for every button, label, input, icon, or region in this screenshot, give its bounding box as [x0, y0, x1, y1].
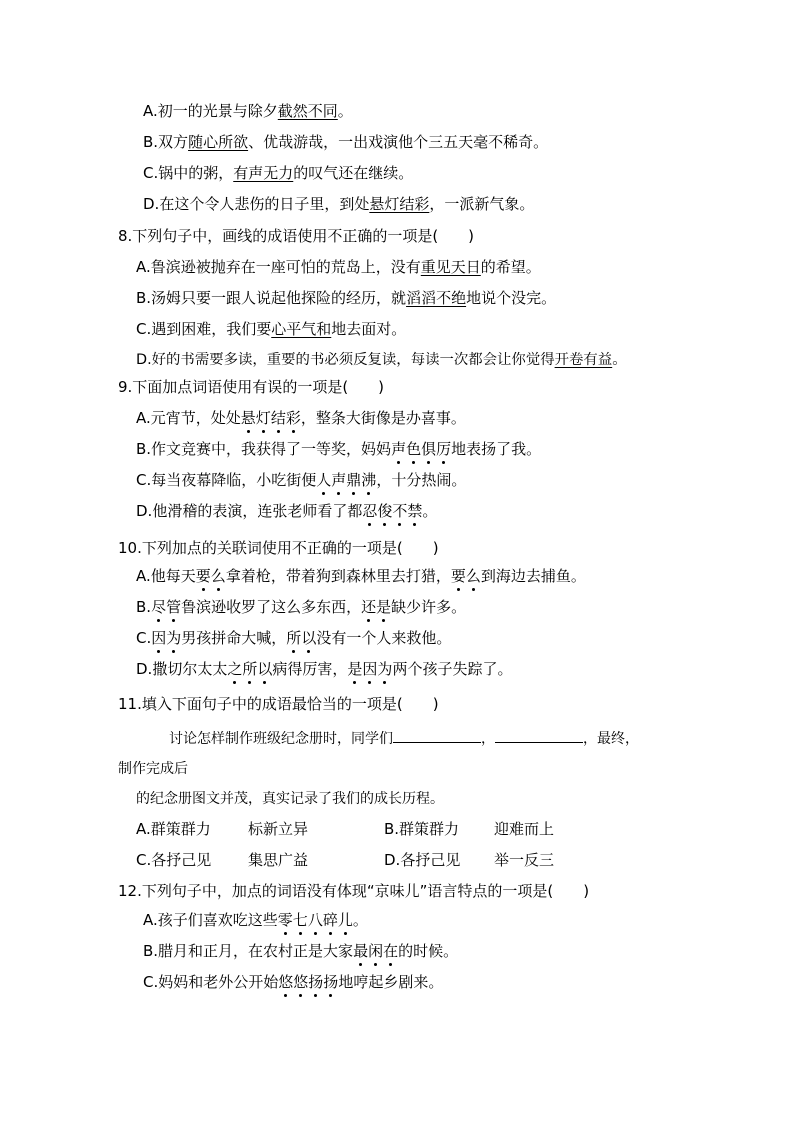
- text: B.: [136, 598, 152, 616]
- text: ，整条大街像是办喜事。: [300, 409, 466, 427]
- dotted-char: 忍: [362, 502, 378, 520]
- text: A.元宵节，处处: [136, 409, 241, 427]
- dotted-char: 俱: [421, 440, 437, 458]
- dotted-word: [151, 629, 181, 647]
- dotted-word: [196, 567, 226, 585]
- text: C.遇到困难，我们要: [136, 320, 272, 338]
- dotted-word: [151, 598, 181, 616]
- text: 讨论怎样制作班级纪念册时，同学们: [169, 731, 393, 747]
- dotted-char: 扬: [308, 973, 324, 991]
- q8-option-b: [136, 288, 556, 308]
- q9-option-c: [136, 470, 466, 490]
- text: A.鲁滨逊被抛弃在一座可怕的荒岛上，没有: [136, 258, 421, 276]
- text: D.在这个令人悲伤的日子里，到处: [143, 195, 370, 213]
- dotted-char: 厉: [436, 440, 452, 458]
- underlined-idiom: 有声无力: [233, 164, 294, 182]
- q11-passage-line-3: 的纪念册图文并茂，真实记录了我们的成长历程。: [136, 791, 444, 807]
- dotted-char: 禁: [407, 502, 423, 520]
- dotted-char: 么: [465, 567, 481, 585]
- q9-option-b: [136, 439, 541, 459]
- text: ，十分热闹。: [376, 471, 467, 489]
- text: C.锅中的粥，: [143, 164, 234, 182]
- dotted-char: 在: [383, 942, 399, 960]
- dotted-char: 七: [292, 911, 308, 929]
- dotted-char: 碎: [322, 911, 338, 929]
- dotted-word: [391, 440, 451, 458]
- dotted-char: 是: [376, 598, 392, 616]
- q9-stem: 9.下面加点词语使用有误的一项是( ): [118, 378, 385, 396]
- dotted-char: 不: [392, 502, 408, 520]
- dotted-char: 之: [227, 660, 243, 678]
- dotted-char: 俊: [377, 502, 393, 520]
- text: 、优哉游哉，一出戏演他个三五天毫不稀奇。: [248, 133, 549, 151]
- text: 地哼起乡剧来。: [338, 973, 444, 991]
- dotted-char: 悠: [293, 973, 309, 991]
- text: B.作文竞赛中，我获得了一等奖，妈妈: [136, 440, 392, 458]
- text: C.妈妈和老外公开始: [143, 973, 279, 991]
- q8-option-a: [136, 257, 541, 277]
- dotted-char: 声: [331, 471, 347, 489]
- dotted-word: [227, 660, 272, 678]
- underlined-idiom: 滔滔不绝: [406, 289, 467, 307]
- q9-option-d: [136, 501, 437, 521]
- text: 。: [352, 911, 368, 929]
- dotted-word: [278, 911, 353, 929]
- text: 拿着枪，带着狗到森林里去打猎，: [225, 567, 451, 585]
- underlined-idiom: 心平气和: [271, 320, 332, 338]
- q12-option-c: [143, 972, 443, 992]
- dotted-char: 结: [270, 409, 286, 427]
- dotted-char: 因: [362, 660, 378, 678]
- text: B.双方: [143, 133, 189, 151]
- q11-stem: 11.填入下面句子中的成语最恰当的一项是( ): [118, 695, 439, 713]
- q11-option-b-1: B.群策群力: [384, 820, 460, 838]
- text: 没有一个人来救他。: [316, 629, 452, 647]
- text: C.: [136, 629, 152, 647]
- text: 两个孩子失踪了。: [392, 660, 513, 678]
- q11-option-a-2: 标新立异: [248, 820, 309, 838]
- dotted-char: 闲: [368, 942, 384, 960]
- text: 的希望。: [480, 258, 541, 276]
- q10-option-d: [136, 659, 512, 679]
- dotted-char: 要: [195, 567, 211, 585]
- text: A.他每天: [136, 567, 196, 585]
- dotted-char: 彩: [285, 409, 301, 427]
- q8-option-d: [136, 350, 627, 370]
- dotted-word: [286, 629, 316, 647]
- dotted-char: 么: [210, 567, 226, 585]
- dotted-char: 所: [286, 629, 302, 647]
- text: ，: [481, 731, 495, 747]
- q7-option-a: [143, 101, 353, 121]
- text: D.好的书需要多读，重要的书必须反复读，每读一次都会让你觉得: [136, 352, 555, 368]
- text: 地说个没完。: [466, 289, 557, 307]
- underlined-idiom: 悬灯结彩: [369, 195, 430, 213]
- text: 到海边去捕鱼。: [480, 567, 586, 585]
- q11-option-c-2: 集思广益: [248, 851, 309, 869]
- text: 地去面对。: [331, 320, 407, 338]
- dotted-char: 声: [391, 440, 407, 458]
- dotted-char: 悠: [278, 973, 294, 991]
- text: C.每当夜幕降临，小吃街便: [136, 471, 317, 489]
- dotted-char: 色: [406, 440, 422, 458]
- q8-option-c: [136, 319, 406, 339]
- underlined-idiom: 随心所欲: [188, 133, 249, 151]
- q8-stem: 8.下列句子中，画线的成语使用不正确的一项是( ): [118, 227, 475, 245]
- text: A.初一的光景与除夕: [143, 102, 278, 120]
- q10-option-c: [136, 628, 451, 648]
- underlined-idiom: 截然不同: [277, 102, 338, 120]
- q12-option-a: [143, 910, 368, 930]
- underlined-idiom: 开卷有益: [554, 352, 613, 368]
- dotted-word: [278, 973, 338, 991]
- dotted-word: [361, 598, 391, 616]
- q11-option-a-1: A.群策群力: [136, 820, 211, 838]
- dotted-char: 因: [151, 629, 167, 647]
- dotted-char: 人: [316, 471, 332, 489]
- q11-option-d-2: 举一反三: [494, 851, 555, 869]
- dotted-char: 还: [361, 598, 377, 616]
- dotted-char: 所: [242, 660, 258, 678]
- q11-option-d-1: D.各抒己见: [384, 851, 461, 869]
- dotted-char: 以: [257, 660, 273, 678]
- dotted-word: [451, 567, 481, 585]
- text: 的时候。: [398, 942, 459, 960]
- dotted-char: 扬: [323, 973, 339, 991]
- text: ，一派新气象。: [429, 195, 535, 213]
- dotted-word: [347, 660, 392, 678]
- q7-option-d: [143, 194, 534, 214]
- dotted-word: [362, 502, 422, 520]
- q10-option-a: [136, 566, 586, 586]
- q9-option-a: [136, 408, 466, 428]
- text: B.腊月和正月，在农村正是大家: [143, 942, 354, 960]
- dotted-char: 零: [277, 911, 293, 929]
- q7-option-c: [143, 163, 413, 183]
- dotted-char: 儿: [337, 911, 353, 929]
- dotted-char: 管: [166, 598, 182, 616]
- text: 男孩拼命大喊，: [181, 629, 287, 647]
- text: 鲁滨逊收罗了这么多东西，: [181, 598, 362, 616]
- dotted-char: 是: [347, 660, 363, 678]
- text: B.汤姆只要一跟人说起他探险的经历，就: [136, 289, 407, 307]
- text: 。: [612, 352, 627, 368]
- text: 病得厉害，: [272, 660, 348, 678]
- q12-option-b: [143, 941, 458, 961]
- dotted-char: 为: [166, 629, 182, 647]
- dotted-char: 灯: [255, 409, 271, 427]
- q11-passage-line-1: [169, 728, 639, 749]
- dotted-word: [353, 942, 398, 960]
- q11-passage-line-2: 制作完成后: [118, 761, 188, 777]
- dotted-word: [241, 409, 301, 427]
- text: 地表扬了我。: [451, 440, 542, 458]
- underlined-idiom: 重见天日: [420, 258, 481, 276]
- text: D.他滑稽的表演，连张老师看了都: [136, 502, 363, 520]
- dotted-char: 尽: [151, 598, 167, 616]
- dotted-char: 鼎: [346, 471, 362, 489]
- q10-option-b: [136, 597, 466, 617]
- dotted-char: 沸: [361, 471, 377, 489]
- dotted-char: 以: [301, 629, 317, 647]
- q11-option-c-1: C.各抒己见: [136, 851, 212, 869]
- text: ，最终，: [583, 731, 639, 747]
- text: D.撒切尔太太: [136, 660, 228, 678]
- q7-option-b: [143, 132, 548, 152]
- text: 。: [337, 102, 353, 120]
- q11-option-b-2: 迎难而上: [494, 820, 555, 838]
- q10-stem: 10.下列加点的关联词使用不正确的一项是( ): [118, 539, 439, 557]
- text: 。: [422, 502, 438, 520]
- fill-blank-1[interactable]: [393, 728, 481, 743]
- dotted-word: [316, 471, 376, 489]
- fill-blank-2[interactable]: [495, 728, 583, 743]
- dotted-char: 为: [377, 660, 393, 678]
- q12-stem: 12.下列句子中，加点的词语没有体现“京味儿”语言特点的一项是( ): [118, 882, 590, 900]
- text: A.孩子们喜欢吃这些: [143, 911, 278, 929]
- dotted-char: 要: [450, 567, 466, 585]
- dotted-char: 八: [307, 911, 323, 929]
- dotted-char: 最: [353, 942, 369, 960]
- dotted-char: 悬: [240, 409, 256, 427]
- text: 的叹气还在继续。: [293, 164, 414, 182]
- text: 缺少许多。: [391, 598, 467, 616]
